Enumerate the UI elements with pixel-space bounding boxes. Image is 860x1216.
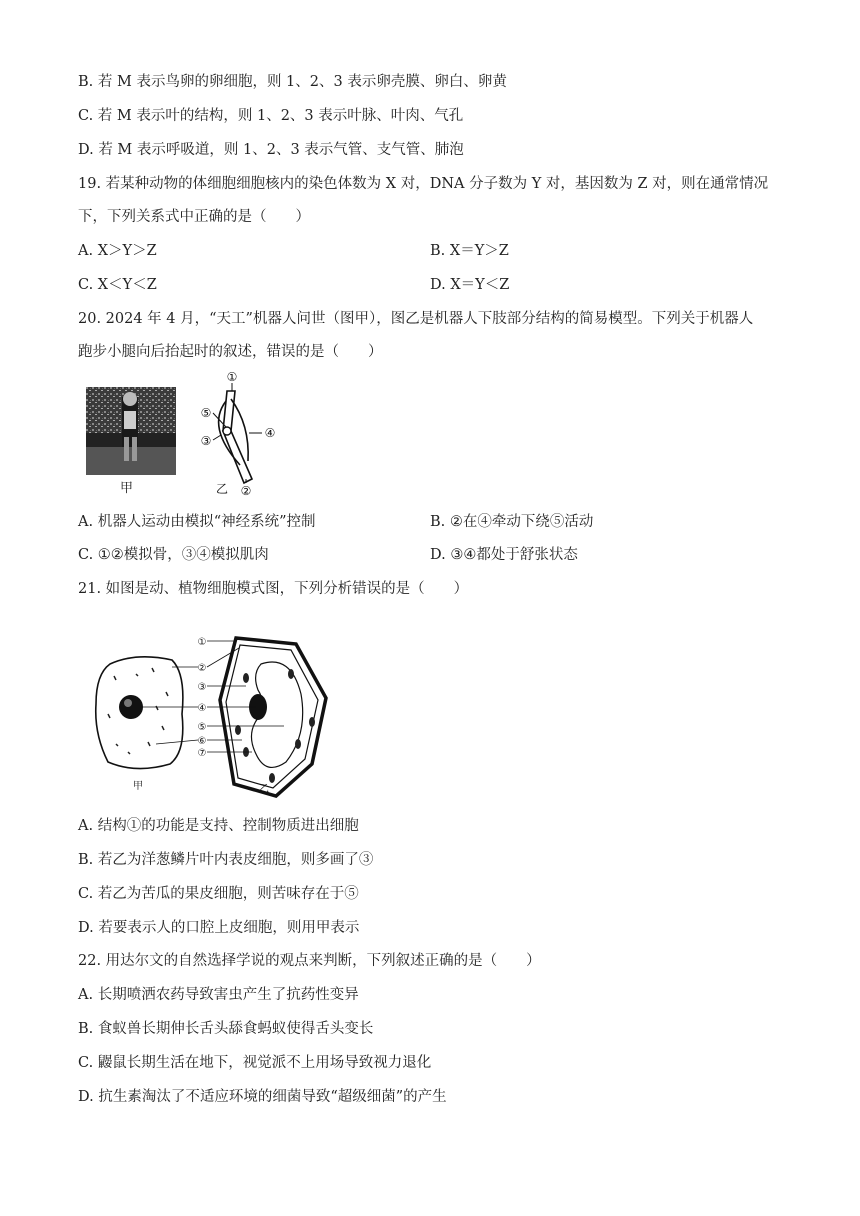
cell-diagram [86, 634, 346, 800]
model-mark-5: ⑤ [200, 406, 212, 420]
model-mark-4: ④ [264, 426, 276, 440]
q19-stem-line1: 19. 若某种动物的体细胞细胞核内的染色体数为 X 对，DNA 分子数为 Y 对，基因数为 Z 对，则在通常情况 [78, 176, 769, 192]
q19-option-a: A. X＞Y＞Z [78, 243, 157, 259]
cell-label-yi: 乙 [259, 784, 269, 795]
cell-mark-6: ⑥ [197, 736, 207, 747]
cell-mark-5: ⑤ [197, 722, 207, 733]
animal-cell [96, 657, 183, 769]
q20-stem-line2: 跑步小腿向后抬起时的叙述，错误的是（ ） [78, 344, 383, 360]
cell-label-jia: 甲 [133, 781, 143, 792]
leg-model-diagram [186, 369, 286, 497]
q21-option-d: D. 若要表示人的口腔上皮细胞，则用甲表示 [78, 920, 360, 936]
model-mark-3: ③ [200, 434, 212, 448]
q21-option-b: B. 若乙为洋葱鳞片叶内表皮细胞，则多画了③ [78, 852, 374, 868]
cell-mark-7: ⑦ [197, 748, 207, 759]
q18-option-d: D. 若 M 表示呼吸道，则 1、2、3 表示气管、支气管、肺泡 [78, 142, 464, 158]
q20-option-b: B. ②在④牵动下绕⑤活动 [430, 514, 594, 530]
cell-mark-3: ③ [197, 682, 207, 693]
q20-fig-label-jia: 甲 [120, 481, 134, 496]
q20-option-a: A. 机器人运动由模拟“神经系统”控制 [78, 514, 316, 530]
q20-stem-line1: 20. 2024 年 4 月，“天工”机器人问世（图甲），图乙是机器人下肢部分结构的简易模型。下列关于机器人 [78, 311, 754, 327]
cell-mark-1: ① [197, 637, 207, 648]
q22-option-a: A. 长期喷洒农药导致害虫产生了抗药性变异 [78, 987, 359, 1003]
q22-stem: 22. 用达尔文的自然选择学说的观点来判断，下列叙述正确的是（ ） [78, 953, 541, 969]
q18-option-b: B. 若 M 表示鸟卵的卵细胞，则 1、2、3 表示卵壳膜、卵白、卵黄 [78, 74, 507, 90]
q22-option-d: D. 抗生素淘汰了不适应环境的细菌导致“超级细菌”的产生 [78, 1089, 447, 1105]
model-label-yi: 乙 [215, 482, 229, 496]
q19-option-d: D. X＝Y＜Z [430, 277, 510, 293]
q22-option-c: C. 鼹鼠长期生活在地下，视觉派不上用场导致视力退化 [78, 1055, 432, 1071]
q21-stem: 21. 如图是动、植物细胞模式图，下列分析错误的是（ ） [78, 581, 469, 597]
robot-photo [86, 387, 176, 475]
q19-option-b: B. X＝Y＞Z [430, 243, 509, 259]
cell-mark-2: ② [197, 663, 207, 674]
q22-option-b: B. 食蚁兽长期伸长舌头舔食蚂蚁使得舌头变长 [78, 1021, 374, 1037]
q20-option-c: C. ①②模拟骨，③④模拟肌肉 [78, 547, 269, 563]
q18-option-c: C. 若 M 表示叶的结构，则 1、2、3 表示叶脉、叶肉、气孔 [78, 108, 464, 124]
plant-cell [220, 638, 326, 796]
model-mark-1: ① [226, 370, 238, 384]
q21-option-c: C. 若乙为苦瓜的果皮细胞，则苦味存在于⑤ [78, 886, 359, 902]
q20-option-d: D. ③④都处于舒张状态 [430, 547, 578, 563]
q19-stem-line2: 下，下列关系式中正确的是（ ） [78, 209, 310, 225]
model-mark-2: ② [240, 484, 252, 497]
cell-mark-4: ④ [197, 703, 207, 714]
q21-option-a: A. 结构①的功能是支持、控制物质进出细胞 [78, 818, 359, 834]
q19-option-c: C. X＜Y＜Z [78, 277, 157, 293]
